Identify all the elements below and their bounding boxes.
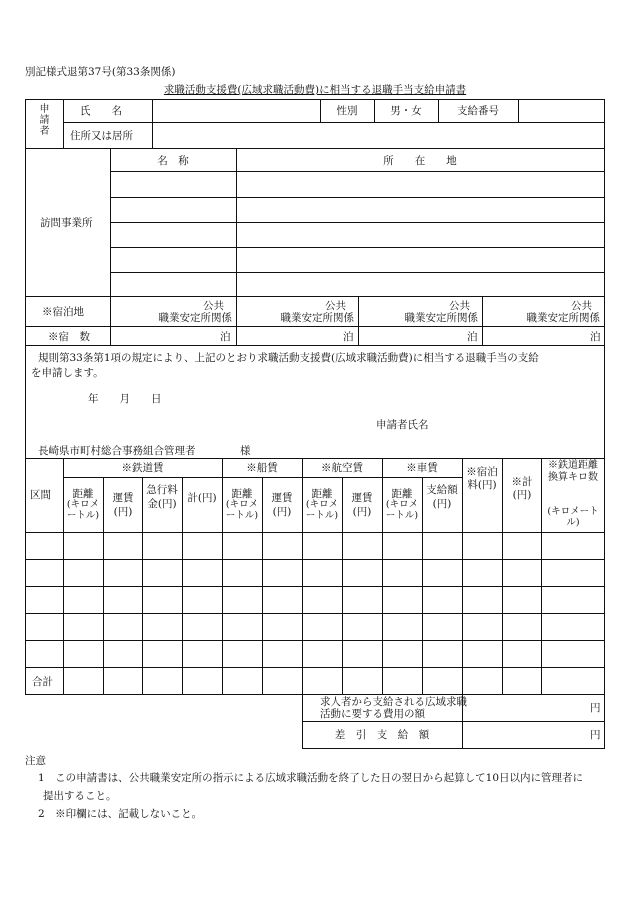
air-distance-label: 距離 [311,488,333,500]
form-title: 求職活動支援費(広域求職活動費)に相当する退職手当支給申請書 [163,84,467,96]
rail-km-header: ※鉄道距離換算キロ数 [548,460,598,483]
office-relation-label: 職業安定所関係 [158,312,232,324]
office-relation-prefix: 公共 [571,300,592,312]
office-relation-prefix: 公共 [203,300,224,312]
car-pay-amount-label: 支給額(円) [426,484,458,510]
office-relation-prefix: 公共 [449,300,470,312]
statement-line2: を申請します。 [31,367,104,379]
addressee: 長崎県市町村総合事務組合管理者 [38,445,196,457]
office-relation-label: 職業安定所関係 [404,312,478,324]
rail-express-label: 急行料金(円) [146,484,178,510]
office-location-header: 所 在 地 [383,155,457,167]
air-distance-unit: (キロメートル) [305,499,339,521]
employer-cost-label-line1: 求人者から支給される広域求職 [320,696,467,708]
rail-km-unit: (キロメートル) [547,506,599,529]
rail-distance-unit: (キロメートル) [66,499,100,521]
visits-section-label: 訪問事業所 [40,217,93,229]
sum-label: 合計 [32,676,53,688]
yen-unit: 円 [590,702,601,714]
note1-line1: 1 この申請書は、公共職業安定所の指示による広域求職活動を終了した日の翌日から起算して10日以内に管理者に [38,772,584,784]
net-payment-label: 差 引 支 給 額 [334,729,430,741]
form-id: 別記様式退第37号(第33条関係) [25,66,176,78]
air-fare-label: 運賃(円) [351,492,373,518]
application-date[interactable]: 年 月 日 [88,393,162,405]
total-header: ※計(円) [511,476,533,502]
ship-distance-label: 距離 [231,488,253,500]
lodging-fee-header: ※宿泊料(円) [466,466,498,491]
lodging-place-label: ※宿泊地 [42,306,84,318]
notes-heading: 注意 [25,755,46,767]
night-unit: 泊 [467,331,478,343]
rail-header: ※鉄道賃 [121,462,164,474]
yen-unit: 円 [590,729,601,741]
employer-cost-label-line2: 活動に要する費用の額 [320,708,425,720]
ship-fare-label: 運賃(円) [271,492,293,518]
car-distance-unit: (キロメートル) [385,499,419,521]
name-field[interactable] [154,101,318,120]
statement-line1: 規則第33条第1項の規定により、上記のとおり求職活動支援費(広域求職活動費)に相当する退職手当の支給 [38,352,539,364]
payment-no-field[interactable] [520,101,602,120]
car-distance-label: 距離 [391,488,413,500]
car-header: ※車賃 [406,462,438,474]
honorific: 様 [240,445,251,457]
gender-label: 性別 [336,105,358,117]
lodging-nights-label: ※宿 数 [48,331,90,343]
night-unit: 泊 [220,331,231,343]
note1-line2: 提出すること。 [43,790,117,802]
applicant-name-label: 申請者氏名 [376,419,429,431]
address-label: 住所又は居所 [70,130,133,142]
note2: 2 ※印欄には、記載しないこと。 [38,808,203,820]
office-relation-label: 職業安定所関係 [526,312,600,324]
rail-subtotal-label: 計(円) [187,492,217,504]
office-relation-prefix: 公共 [325,300,346,312]
ship-header: ※船賃 [246,462,278,474]
interval-label: 区間 [30,489,51,501]
gender-options[interactable]: 男・女 [390,105,422,117]
rail-fare-label: 運賃(円) [112,492,134,518]
office-name-header: 名 称 [157,155,189,167]
payment-no-label: 支給番号 [457,105,499,117]
air-header: ※航空賃 [321,462,363,474]
night-unit: 泊 [343,331,354,343]
address-field[interactable] [154,124,602,146]
ship-distance-unit: (キロメートル) [225,499,259,521]
name-label: 氏 名 [80,105,122,117]
rail-distance-label: 距離 [72,488,94,500]
applicant-section-label: 申請者 [37,103,48,136]
night-unit: 泊 [590,331,601,343]
office-relation-label: 職業安定所関係 [280,312,354,324]
